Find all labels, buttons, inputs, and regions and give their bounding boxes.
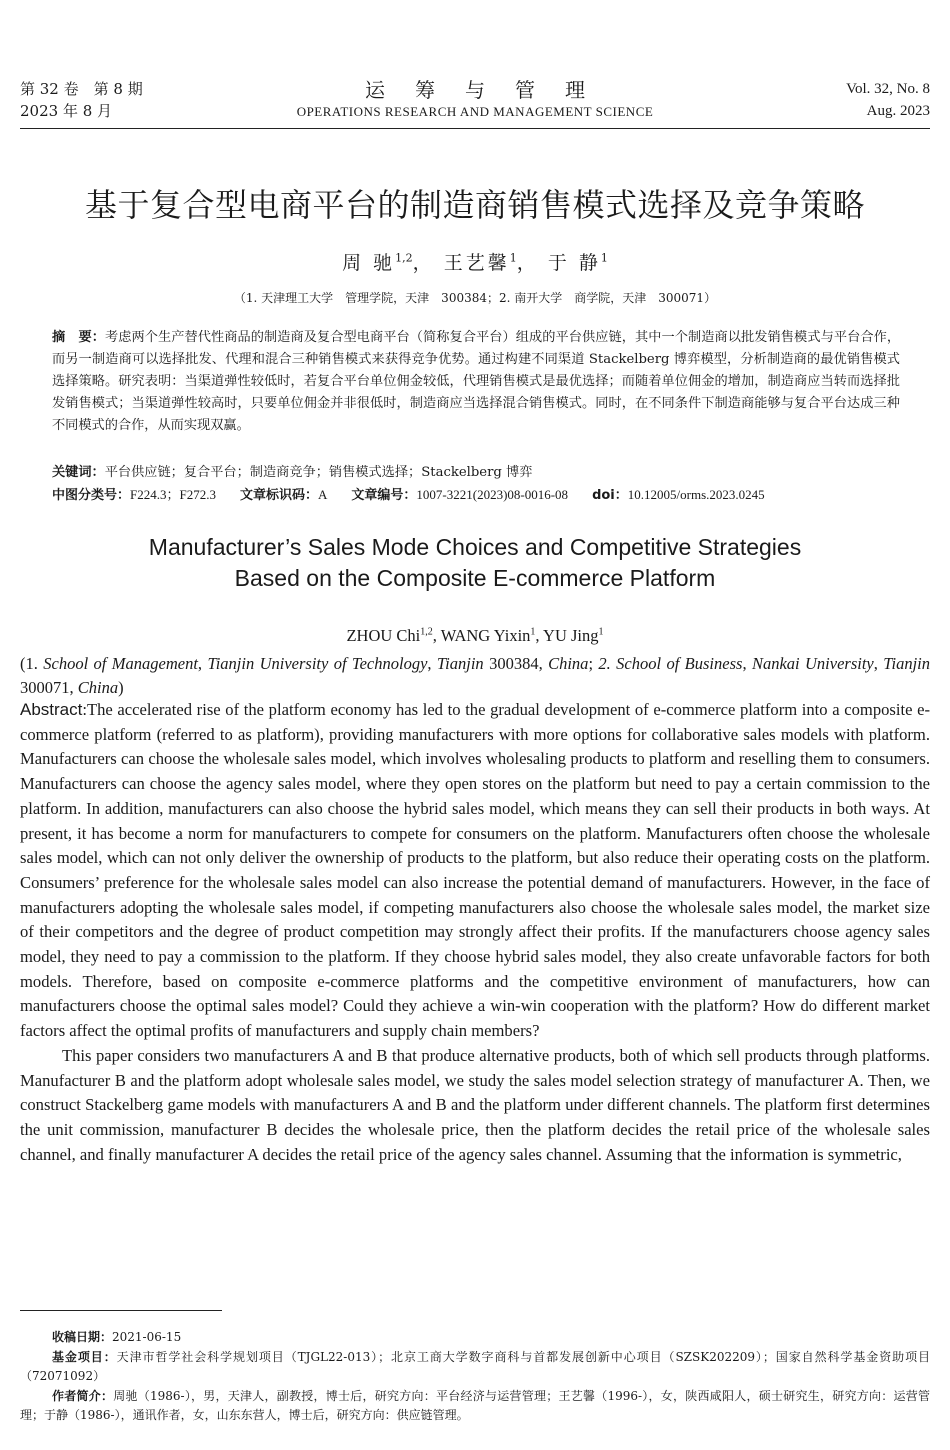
author-affil-mark: 1,2 xyxy=(395,251,413,265)
paper-title-cn: 基于复合型电商平台的制造商销售模式选择及竞争策略 xyxy=(84,186,865,224)
date-cn: 2023 年 8 月 xyxy=(20,102,113,120)
affil-country-1: China xyxy=(548,654,589,673)
clc-label: 中图分类号： xyxy=(52,488,131,503)
affil-city-1: Tianjin xyxy=(436,654,484,673)
abstract-en-label: Abstract xyxy=(20,700,83,719)
author-affil-mark: 1 xyxy=(530,626,536,638)
paper-title-en-line2: Based on the Composite E-commerce Platform xyxy=(234,565,716,591)
affiliation-cn: （1. 天津理工大学 管理学院，天津 300384；2. 南开大学 商学院，天津 300071） xyxy=(233,291,717,305)
clc-value: F224.3；F272.3 xyxy=(130,487,216,502)
article-id-value: 1007-3221(2023)08-0016-08 xyxy=(416,487,569,502)
footnote-fund xyxy=(20,1348,930,1387)
received-label: 收稿日期： xyxy=(52,1330,113,1344)
affil-university-1: Tianjin University of Technology xyxy=(207,654,428,673)
footnote-rule xyxy=(20,1310,222,1311)
keywords-cn-label: 关键词： xyxy=(52,465,105,480)
author-affil-mark: 1 xyxy=(598,626,604,638)
author-list-cn xyxy=(0,248,950,275)
affil-school-1: School of Management xyxy=(43,654,198,673)
affil-school-2: 2. School of Business xyxy=(598,654,743,673)
abstract-en-text-1: The accelerated rise of the platform economy has led to the gradual development of e-commerce platform into a composite e-commerce platform (referred to as platform), providing manufacturers with more options for collaborative sales models with platform. Manufacturers can choose the wholesale sales model, which involves wholesaling products to platform and reselling them to consumers. Manufacturers can choose the agency sales model, where they open stores on the platform but need to pay a certain commission to the platform. In addition, manufacturers can also choose the hybrid sales model, which means they can sell their products in both ways. At present, it has become a norm for manufacturers to compete for consumers on the platform. Manufacturers often choose the wholesale sales model, which can not only deliver the ownership of products to the platform, but also reduce their operating costs on the platform. Consumers’ preference for the wholesale sales model can also increase the potential demand of manufacturers. However, in the face of manufacturers adopting the wholesale sales model, if competing manufacturers also choose the wholesale sales model, the market size of their competitors and the degree of product competition may strongly affect their profits. If the manufacturers choose agency sales model, they need to pay a commission to the platform. If they choose hybrid sales model, they also create unfavorable factors for both models. Therefore, based on composite e-commerce platforms and the competitive environment of manufacturers, how can manufacturers choose the optimal sales model? Could they achieve a win-win cooperation with the platform? How do different market factors affect the optimal profits of manufacturers and supply chain members? xyxy=(20,700,930,1041)
author-name: 周 驰 xyxy=(342,252,396,274)
author-separator: ， xyxy=(412,252,435,274)
abstract-cn-label: 摘 要： xyxy=(52,330,106,345)
fund-label: 基金项目： xyxy=(52,1349,117,1364)
author-affil-mark: 1,2 xyxy=(420,626,433,638)
affil-open: (1. xyxy=(20,654,44,673)
footnote-received xyxy=(20,1328,930,1348)
author-list-en xyxy=(0,626,950,646)
fund-value: 天津市哲学社会科学规划项目（TJGL22-013）；北京工商大学数字商科与首都发展创新中心项目（SZSK202209）；国家自然科学基金资助项目（72071092） xyxy=(20,1349,930,1383)
header-rule xyxy=(20,128,930,129)
paper-title-en xyxy=(0,532,950,594)
affil-close: ) xyxy=(118,678,124,697)
author-separator: , xyxy=(535,626,544,645)
author-bio-value: 周驰（1986-），男，天津人，副教授，博士后，研究方向：平台经济与运营管理；王艺馨（1996-），女，陕西咸阳人，硕士研究生，研究方向：运营管理；于静（1986-），通讯作者，女，山东东营人，博士后，研究方向：供应链管理。 xyxy=(20,1388,930,1422)
affil-zip-2: 300071 xyxy=(20,678,70,697)
volume-issue-en: Vol. 32, No. 8 xyxy=(846,81,930,97)
author-name: 于 静 xyxy=(547,252,601,274)
author-name: 王艺馨 xyxy=(443,252,510,274)
affil-zip-1: 300384 xyxy=(489,654,539,673)
footnotes xyxy=(20,1328,930,1426)
volume-issue-cn: 第 32 卷 第 8 期 xyxy=(20,80,143,98)
author-affil-mark: 1 xyxy=(509,251,517,265)
affil-country-2: China xyxy=(77,678,119,697)
affil-city-2: Tianjin xyxy=(883,654,931,673)
doc-code-label: 文章标识码： xyxy=(239,488,318,503)
paper-title-en-line1: Manufacturer’s Sales Mode Choices and Competitive Strategies xyxy=(148,534,802,560)
author-separator: ， xyxy=(516,252,539,274)
author-name-en: ZHOU Chi xyxy=(346,626,421,645)
author-separator: , xyxy=(432,626,441,645)
abstract-en-paragraph-2: This paper considers two manufacturers A and B that produce alternative products, both of which sell products through platforms. Manufacturer B and the platform adopt wholesale sales model, we study the sales model selection strategy of manufacturer A. Then, we construct Stackelberg game models with manufacturers A and B and the platform under different channels. The platform first determines the unit commission, manufacturer B decides the wholesale price, then the platform decides the retail price of the wholesale sales channel, and finally manufacturer A decides the retail price of the agency sales channel. Assuming that the information is symmetric, xyxy=(20,1045,930,1164)
affiliation-en: (1. School of Management, Tianjin University of Technology, Tianjin 300384, China; 2. School of Business, Nankai University, Tianjin 300071, China) xyxy=(20,654,931,697)
journal-name-cn: 运筹与管理 xyxy=(365,78,615,102)
footnote-author xyxy=(20,1387,930,1426)
keywords-cn xyxy=(52,462,900,484)
article-id-label: 文章编号： xyxy=(351,488,417,503)
abstract-cn xyxy=(52,327,900,437)
journal-name-en: OPERATIONS RESEARCH AND MANAGEMENT SCIENCE xyxy=(296,104,654,119)
author-name-en: YU Jing xyxy=(543,626,599,645)
abstract-cn-text: 考虑两个生产替代性商品的制造商及复合型电商平台（简称复合平台）组成的平台供应链，其中一个制造商以批发销售模式与平台合作，而另一制造商可以选择批发、代理和混合三种销售模式来获得竞争优势。通过构建不同渠道 Stackelberg 博弈模型，分析制造商的最优销售模式选择策略。研究表明：当渠道弹性较低时，若复合平台单位佣金较低，代理销售模式是最优选择；而随着单位佣金的增加，制造商应当转而选择批发销售模式；当渠道弹性较高时，只要单位佣金并非很低时，制造商应当选择混合销售模式。同时，在不同条件下制造商能够与复合平台达成三种不同模式的合作，从而实现双赢。 xyxy=(52,330,901,433)
header-center xyxy=(20,78,930,122)
classification-line xyxy=(52,484,920,507)
doc-code-value: A xyxy=(318,487,328,502)
author-bio-label: 作者简介： xyxy=(52,1388,114,1403)
author-affil-mark: 1 xyxy=(600,251,608,265)
keywords-cn-text: 平台供应链；复合平台；制造商竞争；销售模式选择；Stackelberg 博弈 xyxy=(104,465,533,480)
received-value: 2021-06-15 xyxy=(112,1330,182,1344)
affil-university-2: Nankai University xyxy=(751,654,874,673)
doi-label: doi： xyxy=(592,488,628,503)
header-right xyxy=(846,78,930,122)
abstract-en xyxy=(20,698,930,1167)
doi-value: 10.12005/orms.2023.0245 xyxy=(627,487,765,502)
author-name-en: WANG Yixin xyxy=(440,626,531,645)
journal-header xyxy=(20,78,930,126)
date-en: Aug. 2023 xyxy=(866,103,930,119)
abstract-en-paragraph-1: Abstract:The accelerated rise of the platform economy has led to the gradual development of e-commerce platform into a composite e-commerce platform (referred to as platform), providing manufacturers with more options for collaborative sales models with platform. Manufacturers can choose the wholesale sales model, which involves wholesaling products to platform and reselling them to consumers. Manufacturers can choose the agency sales model, where they open stores on the platform but need to pay a certain commission to the platform. In addition, manufacturers can also choose the hybrid sales model, which means they can sell their products in both ways. At present, it has become a norm for manufacturers to compete for consumers on the platform. Manufacturers often choose the wholesale sales model, which can not only deliver the ownership of products to the platform, but also reduce their operating costs on the platform. Consumers’ preference for the wholesale sales model can also increase the potential demand of manufacturers. However, in the face of manufacturers adopting the wholesale sales model, if competing manufacturers also choose the wholesale sales model, the market size of their competitors and the degree of product competition may strongly affect their profits. If the manufacturers choose agency sales model, they need to pay a commission to the platform. If they choose hybrid sales model, they also create unfavorable factors for both models. Therefore, based on composite e-commerce platforms and the competitive environment of manufacturers, how can manufacturers choose the optimal sales model? Could they achieve a win-win cooperation with the platform? How do different market factors affect the optimal profits of manufacturers and supply chain members? xyxy=(20,700,930,1041)
